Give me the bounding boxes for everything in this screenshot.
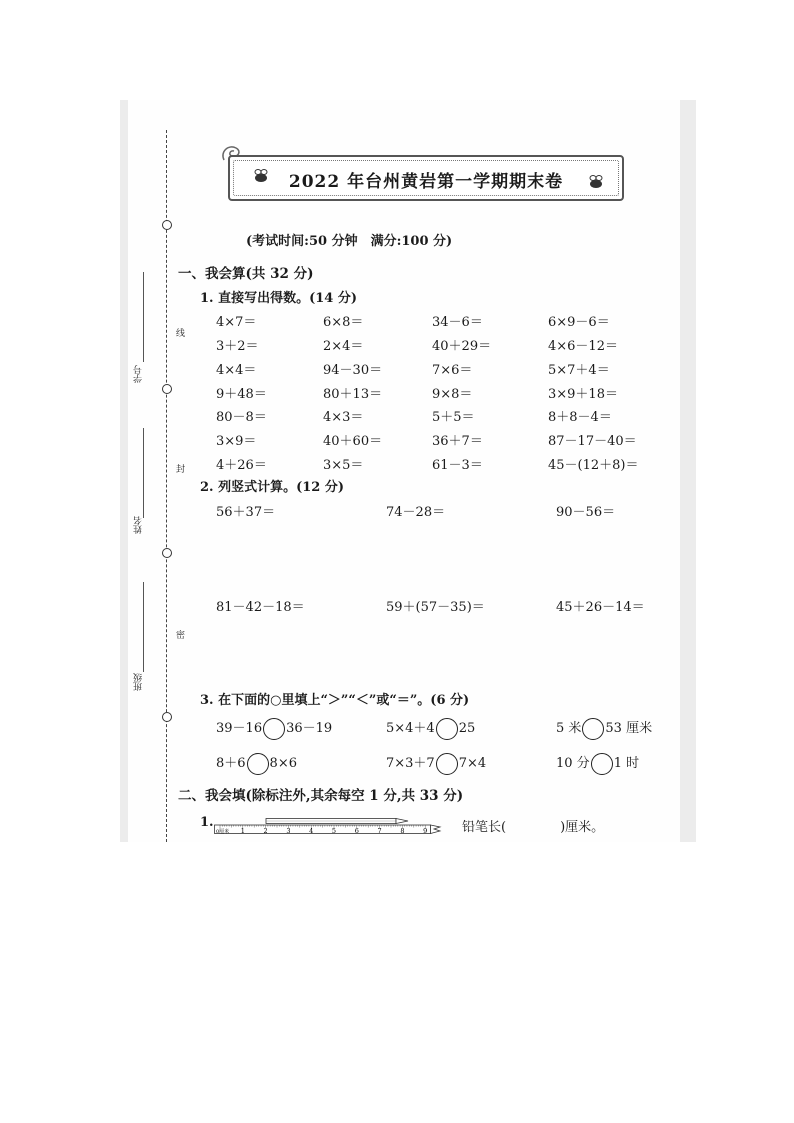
exam-title: 2022 年台州黄岩第一学期期末卷 — [288, 172, 564, 192]
binding-hole — [162, 712, 172, 722]
math-problem: 4＋26＝ — [216, 458, 267, 473]
math-problem: 4×3＝ — [323, 410, 364, 425]
binding-hole — [162, 384, 172, 394]
vertical-calc-problem: 90－56＝ — [556, 505, 616, 520]
q1-heading: 1. 直接写出得数。(14 分) — [200, 291, 358, 306]
math-problem: 7×6＝ — [432, 363, 473, 378]
ruler-label: 7 — [377, 827, 382, 834]
math-problem: 4×7＝ — [216, 315, 257, 330]
compare-item: 5 米 53 厘米 — [556, 717, 652, 740]
math-problem: 87－17－40＝ — [548, 434, 637, 449]
title-banner — [228, 155, 624, 201]
math-problem: 3×9＝ — [216, 434, 257, 449]
vertical-calc-problem: 59＋(57－35)＝ — [386, 600, 485, 615]
math-problem: 40＋29＝ — [432, 339, 492, 354]
binding-hole — [162, 220, 172, 230]
math-problem: 40＋60＝ — [323, 434, 383, 449]
answer-circle[interactable] — [582, 718, 604, 740]
binding-char-feng: 封 — [174, 464, 184, 473]
section1-heading: 一、我会算(共 32 分) — [178, 266, 314, 282]
vertical-calc-problem: 81－42－18＝ — [216, 600, 305, 615]
q3-heading: 3. 在下面的○里填上“＞”“＜”或“＝”。(6 分) — [200, 693, 470, 708]
math-problem: 61－3＝ — [432, 458, 483, 473]
math-problem: 6×8＝ — [323, 315, 364, 330]
math-problem: 4×6－12＝ — [548, 339, 618, 354]
ruler-label: 8 — [400, 827, 405, 834]
math-problem: 9×8＝ — [432, 387, 473, 402]
bee-left-icon — [250, 167, 272, 185]
compare-item: 10 分 1 时 — [556, 752, 639, 775]
binding-char-mi: 密 — [174, 630, 184, 639]
class-label: 班级 — [134, 673, 144, 691]
name-label: 姓名 — [134, 516, 144, 534]
student-id-line — [143, 272, 144, 362]
name-line — [143, 428, 144, 518]
q2-heading: 2. 列竖式计算。(12 分) — [200, 480, 345, 495]
bee-right-icon — [585, 173, 607, 191]
ruler-with-pencil — [214, 818, 442, 834]
math-problem: 3×5＝ — [323, 458, 364, 473]
scan-edge-right — [680, 100, 696, 842]
vertical-calc-problem: 56＋37＝ — [216, 505, 276, 520]
answer-circle[interactable] — [436, 718, 458, 740]
math-problem: 9＋48＝ — [216, 387, 267, 402]
ruler-label: 6 — [354, 827, 359, 834]
section2-heading: 二、我会填(除标注外,其余每空 1 分,共 33 分) — [178, 788, 464, 804]
ruler-label: 0厘米 — [216, 829, 230, 834]
pencil-tip — [396, 819, 408, 824]
math-problem: 80＋13＝ — [323, 387, 383, 402]
ruler-label: 5 — [331, 827, 337, 834]
pencil-length-question: 铅笔长( )厘米。 — [462, 820, 605, 835]
answer-circle[interactable] — [436, 753, 458, 775]
math-problem: 80－8＝ — [216, 410, 267, 425]
binding-hole — [162, 548, 172, 558]
answer-circle[interactable] — [591, 753, 613, 775]
compare-item: 39－16 36－19 — [216, 717, 332, 740]
math-problem: 8＋8－4＝ — [548, 410, 612, 425]
math-problem: 36＋7＝ — [432, 434, 483, 449]
ruler-label: 1 — [240, 827, 245, 834]
scan-edge-left — [120, 100, 128, 842]
math-problem: 34－6＝ — [432, 315, 483, 330]
math-problem: 94－30＝ — [323, 363, 383, 378]
ruler-label: 9 — [423, 827, 428, 834]
math-problem: 3＋2＝ — [216, 339, 259, 354]
compare-item: 8＋6 8×6 — [216, 752, 297, 775]
math-problem: 5＋5＝ — [432, 410, 475, 425]
answer-circle[interactable] — [247, 753, 269, 775]
compare-item: 5×4＋4 25 — [386, 717, 475, 740]
binding-dashed-line — [166, 130, 167, 842]
answer-circle[interactable] — [263, 718, 285, 740]
math-problem: 6×9－6＝ — [548, 315, 610, 330]
exam-subtitle: (考试时间:50 分钟 满分:100 分) — [246, 234, 453, 249]
binding-char-xian: 线 — [174, 328, 184, 337]
s2-q1-number: 1. — [200, 815, 214, 830]
ruler-label: 2 — [263, 827, 268, 834]
math-problem: 45－(12＋8)＝ — [548, 458, 639, 473]
math-problem: 4×4＝ — [216, 363, 257, 378]
math-problem: 3×9＋18＝ — [548, 387, 618, 402]
class-line — [143, 582, 144, 672]
vertical-calc-problem: 74－28＝ — [386, 505, 446, 520]
math-problem: 5×7＋4＝ — [548, 363, 610, 378]
compare-item: 7×3＋7 7×4 — [386, 752, 486, 775]
ruler-label: 3 — [286, 827, 291, 834]
math-problem: 2×4＝ — [323, 339, 364, 354]
student-id-label: 学号 — [134, 365, 144, 383]
vertical-calc-problem: 45＋26－14＝ — [556, 600, 645, 615]
ruler-label: 4 — [309, 827, 314, 834]
